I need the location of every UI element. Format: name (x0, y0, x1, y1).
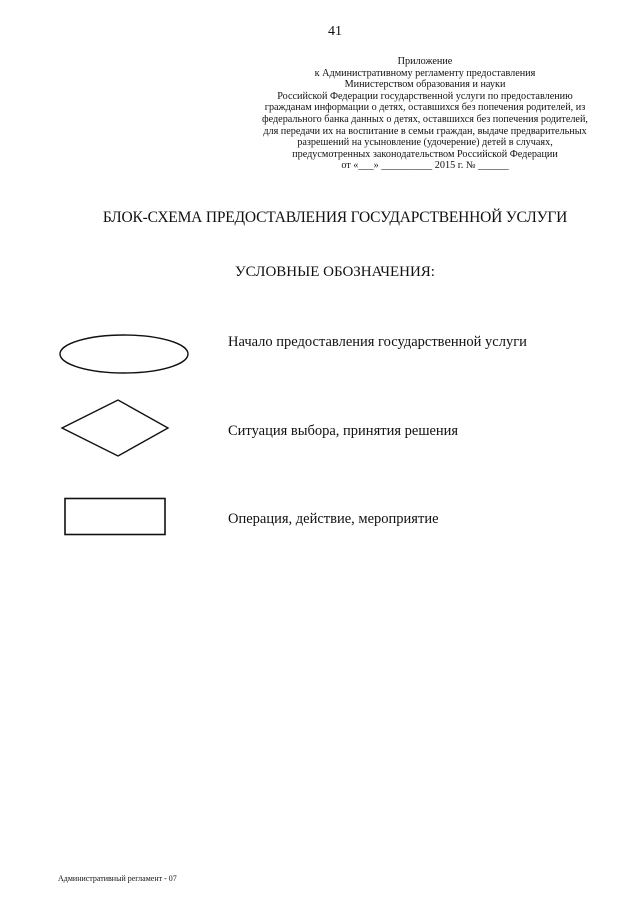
legend-item-start (58, 333, 618, 393)
appendix-line: федерального банка данных о детях, оставшихся без попечения родителей, (262, 113, 588, 125)
diamond-icon (58, 398, 172, 458)
footer-text: Административный регламент - 07 (58, 874, 177, 883)
ellipse-icon (58, 333, 192, 377)
appendix-header (240, 56, 610, 172)
legend-item-decision (58, 398, 618, 458)
appendix-line: разрешений на усыновление (удочерение) детей в случаях, (297, 137, 553, 149)
appendix-line: Российской Федерации государственной услуги по предоставлению (277, 90, 573, 102)
legend-label-decision: Ситуация выбора, принятия решения (228, 423, 459, 439)
appendix-line: Приложение (397, 56, 453, 67)
appendix-date-line: от «___» __________ 2015 г. № ______ (341, 160, 509, 172)
appendix-line: к Административному регламенту предоставления (314, 67, 536, 79)
appendix-line: Министерством образования и науки (344, 79, 506, 91)
legend-heading: УСЛОВНЫЕ ОБОЗНАЧЕНИЯ: (235, 264, 435, 280)
legend-item-operation (58, 497, 618, 557)
rectangle-icon (58, 497, 170, 539)
appendix-line: гражданам информации о детях, оставшихся без попечения родителей, из (264, 102, 586, 114)
legend-label-start: Начало предоставления государственной услуги (228, 334, 527, 350)
page-number: 41 (328, 24, 342, 39)
appendix-line: для передачи их на воспитание в семьи граждан, выдаче предварительных (263, 125, 587, 137)
legend-label-operation: Операция, действие, мероприятие (228, 511, 439, 527)
appendix-line: предусмотренных законодательством Российской Федерации (292, 148, 558, 160)
document-title: БЛОК-СХЕМА ПРЕДОСТАВЛЕНИЯ ГОСУДАРСТВЕННОЙ УСЛУГИ (102, 209, 568, 226)
